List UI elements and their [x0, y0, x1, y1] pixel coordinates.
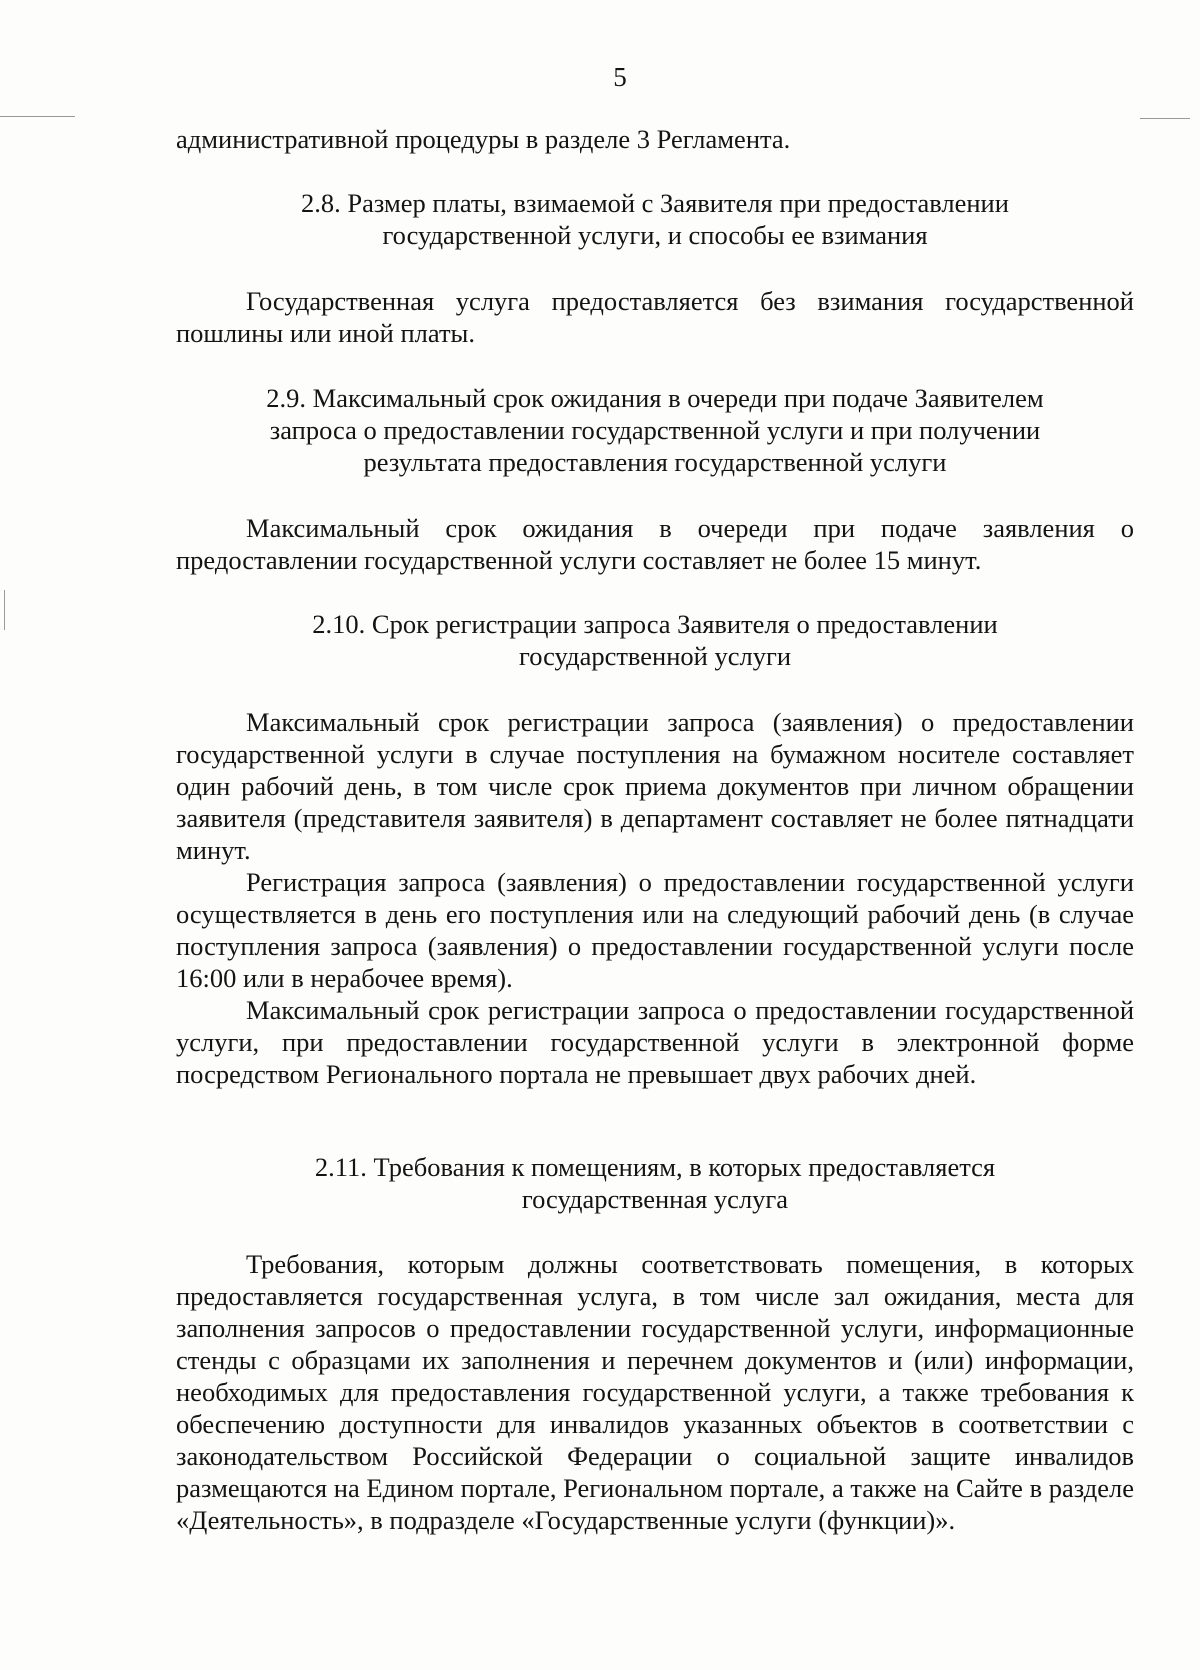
carryover-paragraph: административной процедуры в разделе 3 Регламента. — [176, 124, 791, 154]
section-body-2-11 — [176, 1248, 1134, 1536]
body-paragraph: Государственная услуга предоставляется без взимания государственной пошлины или иной платы. — [176, 286, 1134, 348]
section-heading-2-8 — [176, 187, 1134, 251]
section-body-2-8 — [176, 285, 1134, 349]
heading-line: 2.10. Срок регистрации запроса Заявителя о предоставлении — [312, 609, 998, 639]
heading-line: результата предоставления государственной услуги — [363, 447, 947, 477]
body-paragraph: Максимальный срок регистрации запроса о предоставлении государственной услуги, при предоставлении государственной услуги в электронной форме посредством Регионального портала не превышает двух рабочих дней. — [176, 995, 1134, 1089]
carryover-block — [176, 123, 1134, 155]
section-body-2-9 — [176, 512, 1134, 576]
scan-mark-left-edge — [4, 590, 5, 630]
scan-mark-left-top — [0, 116, 75, 117]
heading-line: государственная услуга — [521, 1184, 789, 1214]
scan-mark-right-top — [1140, 118, 1190, 119]
section-heading-2-9 — [176, 382, 1134, 478]
heading-line: запроса о предоставлении государственной услуги и при получении — [269, 415, 1041, 445]
section-heading-2-10 — [176, 608, 1134, 672]
heading-line: государственной услуги — [518, 641, 792, 671]
section-body-2-10 — [176, 706, 1134, 1090]
body-paragraph: Регистрация запроса (заявления) о предоставлении государственной услуги осуществляется в день его поступления или на следующий рабочий день (в случае поступления запроса (заявления) о предоставлении государственной услуги после 16:00 или в нерабочее время). — [176, 867, 1134, 993]
heading-line: 2.9. Максимальный срок ожидания в очереди при подаче Заявителем — [266, 383, 1044, 413]
heading-line: государственной услуги, и способы ее взимания — [382, 220, 928, 250]
page-number: 5 — [613, 62, 627, 92]
section-heading-2-11 — [176, 1151, 1134, 1215]
heading-line: 2.8. Размер платы, взимаемой с Заявителя при предоставлении — [301, 188, 1009, 218]
body-paragraph: Требования, которым должны соответствовать помещения, в которых предоставляется государственная услуга, в том числе зал ожидания, места для заполнения запросов о предоставлении государственной услуги, информационные стенды с образцами их заполнения и перечнем документов и (или) информации, необходимых для предоставления государственной услуги, а также требования к обеспечению доступности для инвалидов указанных объектов в соответствии с законодательством Российской Федерации о социальной защите инвалидов размещаются на Едином портале, Региональном портале, а также на Сайте в разделе «Деятельность», в подразделе «Государственные услуги (функции)». — [176, 1249, 1134, 1535]
heading-line: 2.11. Требования к помещениям, в которых предоставляется — [314, 1152, 996, 1182]
body-paragraph: Максимальный срок ожидания в очереди при подаче заявления о предоставлении государственной услуги составляет не более 15 минут. — [176, 513, 1134, 575]
body-paragraph: Максимальный срок регистрации запроса (заявления) о предоставлении государственной услуги в случае поступления на бумажном носителе составляет один рабочий день, в том числе срок приема документов при личном обращении заявителя (представителя заявителя) в департамент составляет не более пятнадцати минут. — [176, 707, 1134, 865]
